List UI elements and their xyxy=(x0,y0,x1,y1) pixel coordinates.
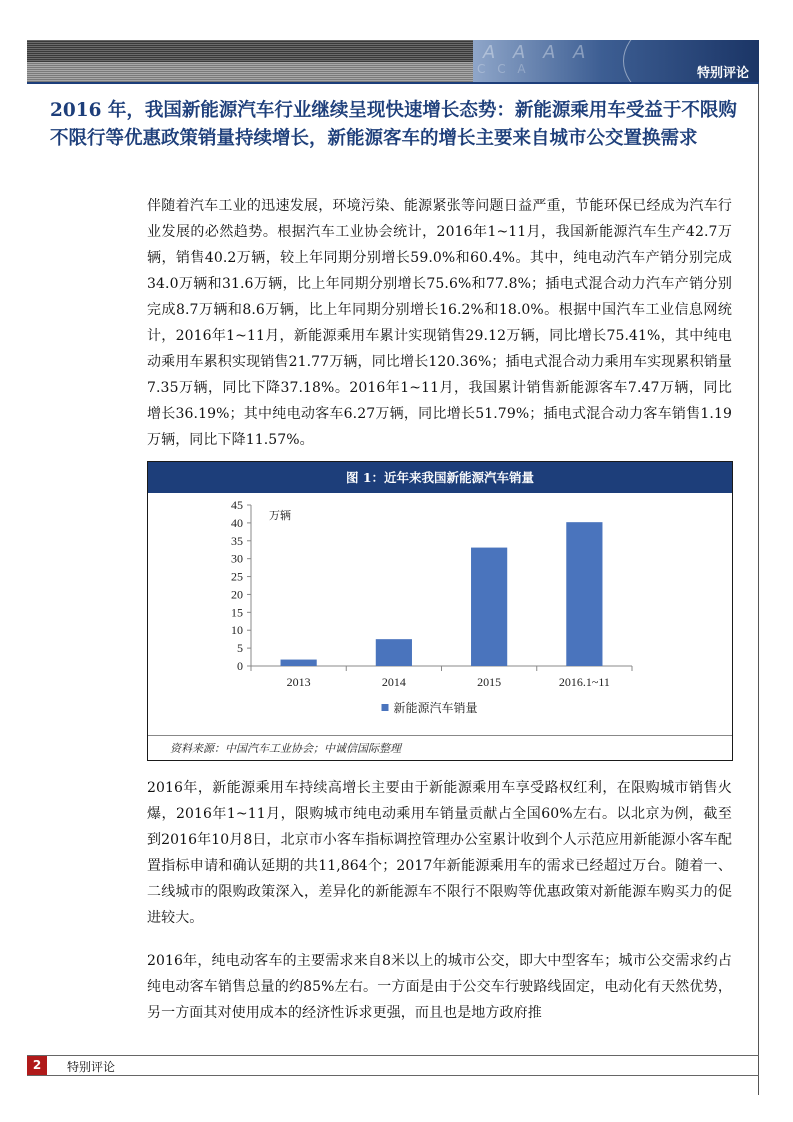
figure-source-divider xyxy=(148,735,732,736)
header-glyph-decoration: A A A A xyxy=(483,42,592,63)
figure-source: 资料来源：中国汽车工业协会；中诚信国际整理 xyxy=(170,742,401,755)
x-tick-label: 2016.1~11 xyxy=(558,675,610,689)
bar-2015 xyxy=(471,548,507,666)
y-tick-label: 45 xyxy=(231,498,243,512)
y-tick-label: 40 xyxy=(231,515,243,530)
x-tick-label: 2014 xyxy=(381,675,406,689)
y-tick-label: 25 xyxy=(231,569,243,584)
y-tick-label: 15 xyxy=(231,605,243,620)
body-paragraph-3: 2016年，纯电动客车的主要需求来自8米以上的城市公交，即大中型客车；城市公交需求约占纯电动客车销售总量的约85%左右。一方面是由于公交车行驶路线固定，电动化有天然优势，另一方面其对使用成本的经济性诉求更强，而且也是地方政府推 xyxy=(147,953,732,1021)
y-tick-label: 5 xyxy=(237,641,243,656)
y-tick-label: 30 xyxy=(231,551,243,566)
footer-divider-top xyxy=(27,1055,759,1056)
body-paragraph-1: 伴随着汽车工业的迅速发展，环境污染、能源紧张等问题日益严重，节能环保已经成为汽车行业发展的必然趋势。根据汽车工业协会统计，2016年1~11月，我国新能源汽车生产42.7万辆，销售40.2万辆，较上年同期分别增长59.0%和60.4%。其中，纯电动汽车产销分别完成34.0万辆和31.6万辆，比上年同期分别增长75.6%和77.8%；插电式混合动力汽车产销分别完成8.7万辆和8.6万辆，比上年同期分别增长16.2%和18.0%。根据中国汽车工业信息网统计，2016年1~11月，新能源乘用车累计实现销售29.12万辆，同比增长75.41%，其中纯电动乘用车累积实现销售21.77万辆，同比增长120.36%；插电式混合动力乘用车实现累积销量7.35万辆，同比下降37.18%。2016年1~11月，我国累计销售新能源客车7.47万辆，同比增长36.19%；其中纯电动客车6.27万辆，同比增长51.79%；插电式混合动力客车销售1.19万辆，同比下降11.57%。 xyxy=(147,198,732,448)
x-tick-label: 2015 xyxy=(477,675,502,689)
bar-chart xyxy=(148,493,732,733)
figure-1 xyxy=(147,461,733,761)
y-tick-label: 0 xyxy=(237,659,243,673)
legend-label: 新能源汽车销量 xyxy=(393,701,478,715)
footer-label: 特别评论 xyxy=(67,1060,116,1074)
bar-2013 xyxy=(281,660,317,666)
y-tick-label: 20 xyxy=(231,587,243,602)
article-headline: 2016 年，我国新能源汽车行业继续呈现快速增长态势：新能源乘用车受益于不限购不限行等优惠政策销量持续增长，新能源客车的增长主要来自城市公交置换需求 xyxy=(50,100,737,149)
page-number: 2 xyxy=(27,1056,47,1075)
y-tick-label: 35 xyxy=(231,533,243,548)
bar-2016-1-11 xyxy=(566,522,602,666)
body-paragraph-2: 2016年，新能源乘用车持续高增长主要由于新能源乘用车享受路权红利，在限购城市销售火爆，2016年1~11月，限购城市纯电动乘用车销量贡献占全国60%左右。以北京为例，截至到2016年10月8日，北京市小客车指标调控管理办公室累计收到个人示范应用新能源小客车配置指标申请和确认延期的共11,864个；2017年新能源乘用车的需求已经超过万台。随着一、二线城市的限购政策深入，差异化的新能源车不限行不限购等优惠政策对新能源车购买力的促进较大。 xyxy=(147,780,732,926)
header-banner-image xyxy=(473,40,759,82)
header-divider xyxy=(27,82,759,84)
y-tick-label: 10 xyxy=(231,623,243,638)
header-band-lower xyxy=(27,62,473,82)
section-title: 特别评论 xyxy=(696,66,749,81)
legend-swatch xyxy=(382,704,389,711)
figure-title: 图 1：近年来我国新能源汽车销量 xyxy=(148,462,732,493)
header-glyph-decoration-2: C C A xyxy=(477,62,530,76)
footer-divider-bottom xyxy=(27,1075,759,1076)
bar-2014 xyxy=(376,639,412,666)
x-tick-label: 2013 xyxy=(286,675,311,689)
y-axis-unit-label: 万辆 xyxy=(269,509,291,522)
